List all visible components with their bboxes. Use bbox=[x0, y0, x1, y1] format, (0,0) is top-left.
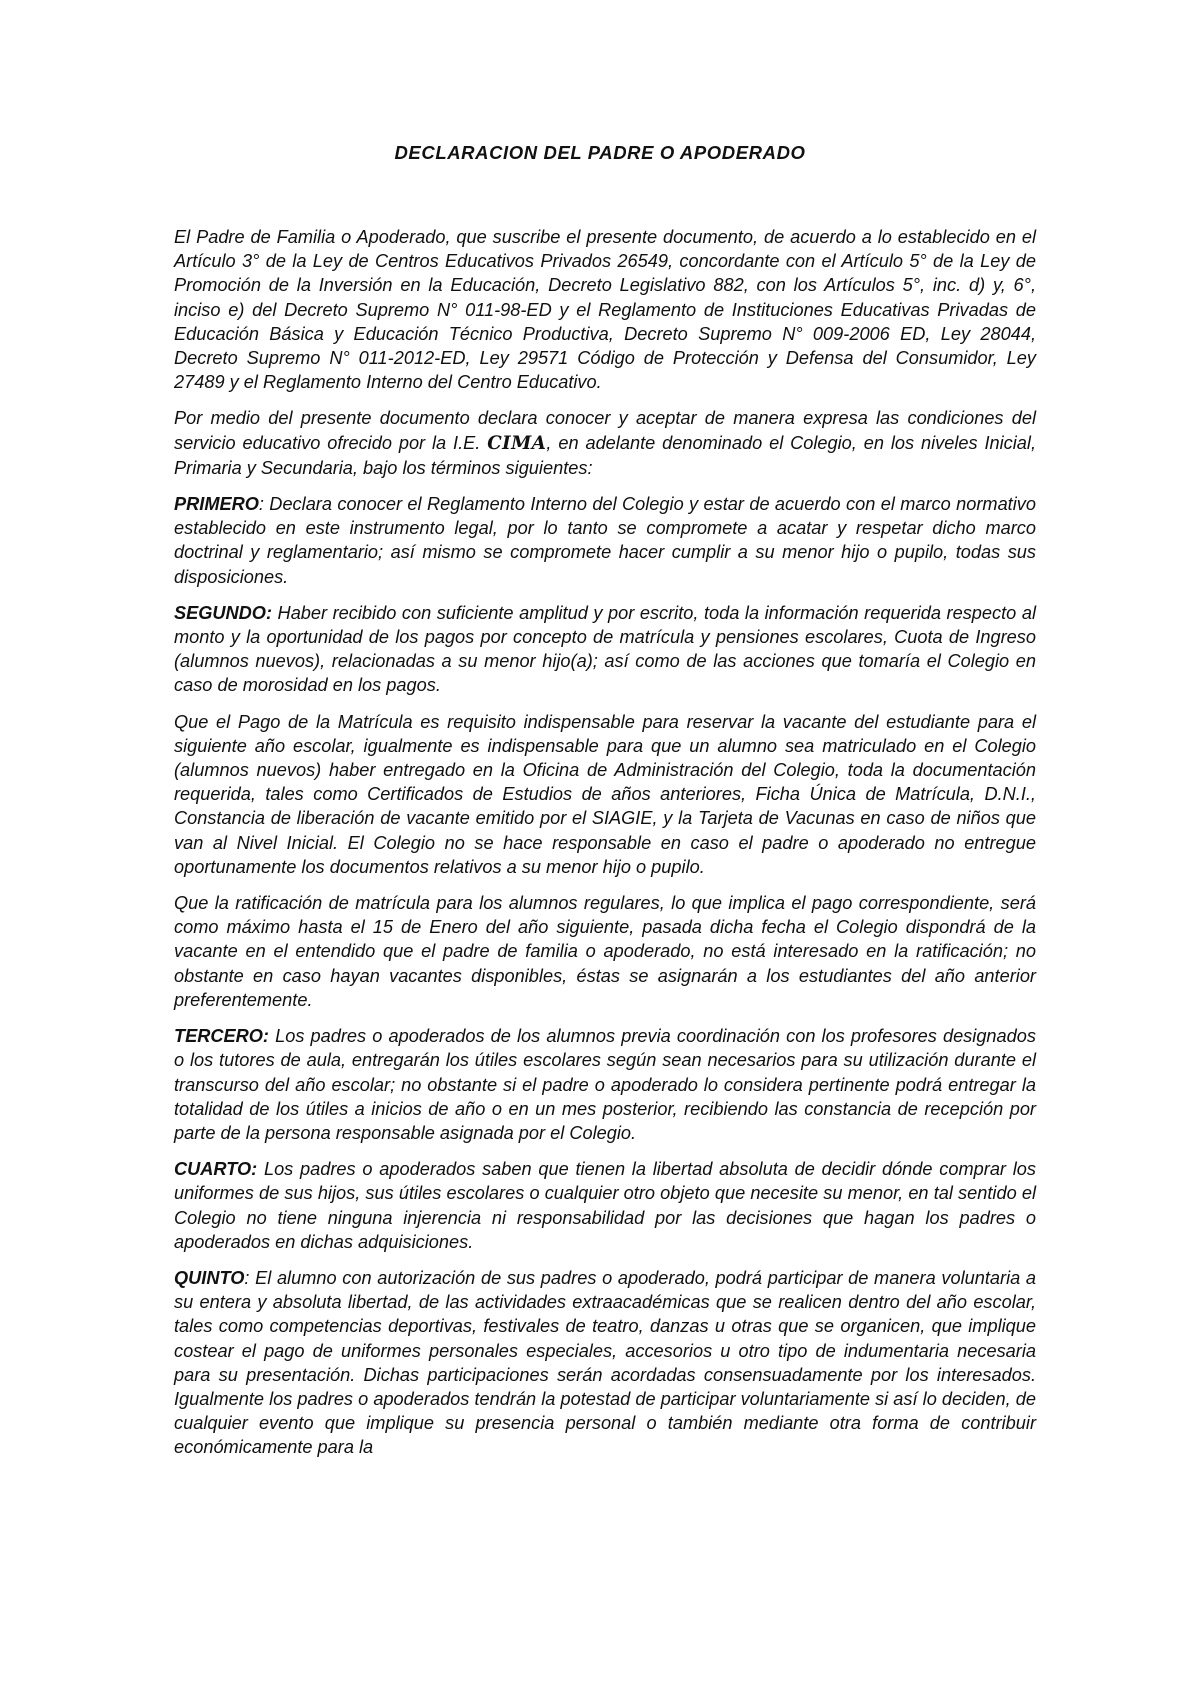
clause-tercero bbox=[174, 1024, 1036, 1145]
clause-label-primero: PRIMERO bbox=[174, 494, 259, 515]
clause-text-quinto: : El alumno con autorización de sus padres o apoderado, podrá participar de manera voluntaria a su entera y absoluta libertad, de las actividades extraacadémicas que se realicen dentro del año escolar, tales como competencias deportivas, festivales de teatro, danzas u otras que se organicen, que implique costear el pago de uniformes personales especiales, accesorios u otro tipo de indumentaria necesaria para su presentación. Dichas participaciones serán acordadas consensuadamente por los interesados. Igualmente los padres o apoderados tendrán la potestad de participar voluntariamente si así lo deciden, de cualquier evento que implique su presencia personal o también mediante otra forma de contribuir económicamente para la bbox=[174, 1267, 1036, 1458]
clause-label-segundo: SEGUNDO: bbox=[174, 602, 273, 623]
clause-label-quinto: QUINTO bbox=[174, 1267, 245, 1288]
clause-cuarto bbox=[174, 1157, 1036, 1254]
declaration-paragraph bbox=[174, 406, 1036, 480]
clause-text-primero: : Declara conocer el Reglamento Interno del Colegio y estar de acuerdo con el marco normativo establecido en este instrumento legal, por lo tanto se compromete a acatar y respetar dicho marco doctrinal y reglamentario; así mismo se compromete hacer cumplir a su menor hijo o pupilo, todas sus disposiciones. bbox=[174, 494, 1036, 587]
clause-text-cuarto: Los padres o apoderados saben que tienen la libertad absoluta de decidir dónde comprar los uniformes de sus hijos, sus útiles escolares o cualquier otro objeto que necesite su menor, en tal sentido el Colegio no tiene ninguna injerencia ni responsabilidad por las decisiones que hagan los padres o apoderados en dichas adquisiciones. bbox=[174, 1159, 1036, 1252]
document-body bbox=[174, 225, 1036, 1472]
clause-primero bbox=[174, 492, 1036, 589]
intro-paragraph: El Padre de Familia o Apoderado, que suscribe el presente documento, de acuerdo a lo establecido en el Artículo 3° de la Ley de Centros Educativos Privados 26549, concordante con el Artículo 5° de la Ley de Promoción de la Inversión en la Educación, Decreto Legislativo 882, con los Artículos 5°, inc. d) y, 6°, inciso e) del Decreto Supremo N° 011-98-ED y el Reglamento de Instituciones Educativas Privadas de Educación Básica y Educación Técnico Productiva, Decreto Supremo N° 009-2006 ED, Ley 28044, Decreto Supremo N° 011-2012-ED, Ley 29571 Código de Protección y Defensa del Consumidor, Ley 27489 y el Reglamento Interno del Centro Educativo. bbox=[174, 227, 1036, 393]
school-name: CIMA bbox=[487, 432, 547, 454]
clause-label-tercero: TERCERO: bbox=[174, 1026, 269, 1047]
ratificacion-paragraph: Que la ratificación de matrícula para los alumnos regulares, lo que implica el pago correspondiente, será como máximo hasta el 15 de Enero del año siguiente, pasada dicha fecha el Colegio dispondrá de la vacante en el entendido que el padre de familia o apoderado, no está interesado en la ratificación; no obstante en caso hayan vacantes disponibles, éstas se asignarán a los estudiantes del año anterior preferentemente. bbox=[174, 893, 1036, 1010]
declaration-text-end: , en adelante denominado el Colegio, en los niveles Inicial, Primaria y Secundaria, bajo los términos siguientes: bbox=[174, 432, 1036, 478]
matricula-paragraph: Que el Pago de la Matrícula es requisito indispensable para reservar la vacante del estudiante para el siguiente año escolar, igualmente es indispensable para que un alumno sea matriculado en el Colegio (alumnos nuevos) haber entregado en la Oficina de Administración del Colegio, toda la documentación requerida, tales como Certificados de Estudios de años anteriores, Ficha Única de Matrícula, D.N.I., Constancia de liberación de vacante emitido por el SIAGIE, y la Tarjeta de Vacunas en caso de niños que van al Nivel Inicial. El Colegio no se hace responsable en caso el padre o apoderado no entregue oportunamente los documentos relativos a su menor hijo o pupilo. bbox=[174, 711, 1036, 877]
declaration-text-start: Por medio del presente documento declara conocer y aceptar de manera expresa las condiciones del servicio educativo ofrecido por la I.E. bbox=[174, 408, 1036, 453]
clause-text-tercero: Los padres o apoderados de los alumnos previa coordinación con los profesores designados o los tutores de aula, entregarán los útiles escolares según sean necesarios para su utilización durante el transcurso del año escolar; no obstante si el padre o apoderado lo considera pertinente podrá entregar la totalidad de los útiles a inicios de año o en un mes posterior, recibiendo las constancia de recepción por parte de la persona responsable asignada por el Colegio. bbox=[174, 1026, 1036, 1143]
clause-segundo bbox=[174, 601, 1036, 698]
clause-label-cuarto: CUARTO: bbox=[174, 1159, 258, 1180]
document-title: DECLARACION DEL PADRE O APODERADO bbox=[394, 142, 806, 163]
clause-quinto bbox=[174, 1266, 1036, 1460]
clause-text-segundo: Haber recibido con suficiente amplitud y por escrito, toda la información requerida respecto al monto y la oportunidad de los pagos por concepto de matrícula y pensiones escolares, Cuota de Ingreso (alumnos nuevos), relacionadas a su menor hijo(a); así como de las acciones que tomaría el Colegio en caso de morosidad en los pagos. bbox=[174, 602, 1036, 696]
